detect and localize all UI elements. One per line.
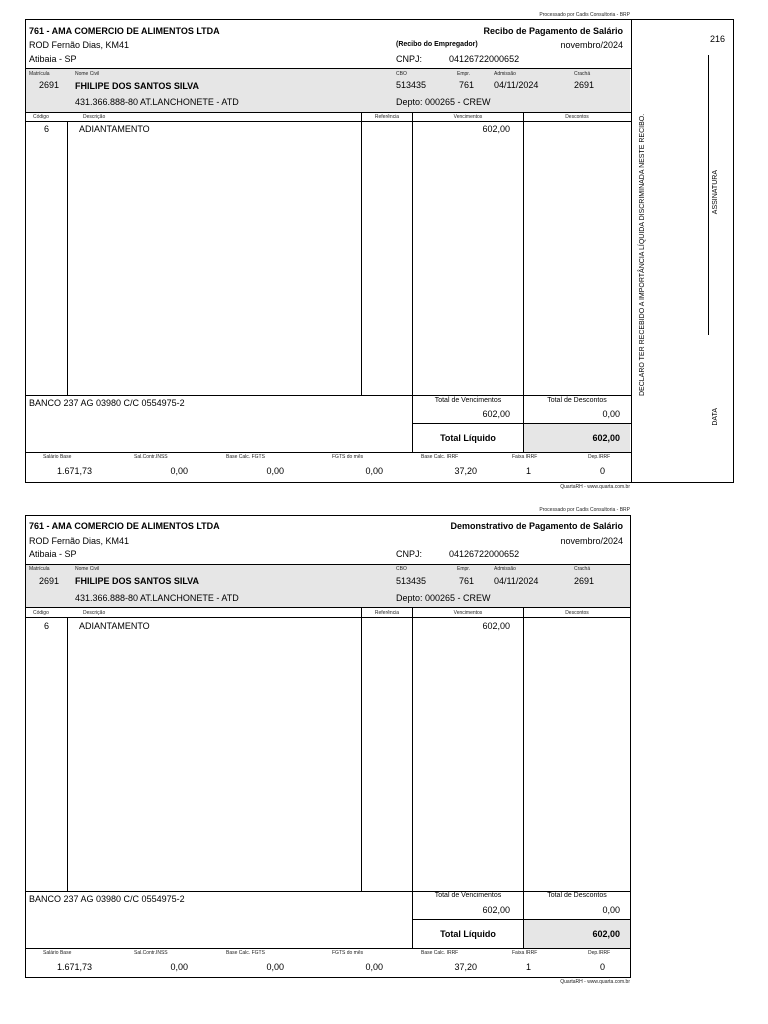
inss-value: 0,00: [170, 466, 188, 476]
fgts-mes-label: FGTS do mês: [332, 950, 364, 956]
fgts-mes-value: 0,00: [365, 466, 383, 476]
processed-by-text: Processado por Cadis Consultoria - BRP: [539, 507, 630, 513]
dep-label: Dep.IRRF: [588, 950, 611, 956]
row-codigo: 6: [43, 124, 49, 134]
employee-cpf-cargo: 431.366.888-80 AT.LANCHONETE - ATD: [75, 97, 239, 107]
total-liquido-label: Total Líquido: [440, 929, 496, 939]
matricula-label: Matrícula: [29, 71, 50, 77]
receipt-title: Demonstrativo de Pagamento de Salário: [450, 521, 623, 531]
admissao-label: Admissão: [494, 71, 516, 77]
col-descricao-header: Descrição: [83, 610, 106, 616]
total-venc-value: 602,00: [482, 409, 510, 419]
employee-cpf-cargo: 431.366.888-80 AT.LANCHONETE - ATD: [75, 593, 239, 603]
salario-base-label: Salário Base: [43, 454, 72, 460]
column-line: [361, 112, 362, 395]
total-liquido-value: 602,00: [592, 929, 620, 939]
col-codigo-header: Código: [33, 114, 49, 120]
bank-info: BANCO 237 AG 03980 C/C 0554975-2: [29, 894, 185, 904]
fgts-base-label: Base Calc. FGTS: [226, 454, 265, 460]
fgts-base-value: 0,00: [266, 466, 284, 476]
col-codigo-header: Código: [33, 610, 49, 616]
processed-by-text: Processado por Cadis Consultoria - BRP: [539, 12, 630, 18]
column-line: [67, 617, 68, 891]
cnpj-label: CNPJ:: [396, 54, 423, 64]
dep-value: 0: [600, 962, 606, 972]
column-line: [361, 607, 362, 891]
signature-line[interactable]: [708, 55, 709, 335]
nome-label: Nome Civil: [75, 566, 100, 572]
total-desc-label: Total de Descontos: [547, 892, 607, 899]
total-desc-label: Total de Descontos: [547, 397, 607, 404]
col-descontos-header: Descontos: [565, 114, 589, 120]
divider: [25, 452, 631, 453]
company-name: 761 - AMA COMERCIO DE ALIMENTOS LTDA: [29, 521, 220, 531]
page-number: 216: [710, 34, 726, 44]
fgts-mes-value: 0,00: [365, 962, 383, 972]
receipt-period: novembro/2024: [560, 536, 623, 546]
admissao-value: 04/11/2024: [494, 80, 539, 90]
total-desc-value: 0,00: [602, 905, 620, 915]
faixa-value: 1: [526, 466, 532, 476]
row-descricao: ADIANTAMENTO: [79, 124, 150, 134]
divider: [25, 112, 631, 113]
empr-label: Empr.: [457, 566, 471, 572]
company-address: ROD Fernão Dias, KM41: [29, 40, 130, 50]
col-vencimentos-header: Vencimentos: [453, 114, 483, 120]
matricula-label: Matrícula: [29, 566, 50, 572]
salario-base-value: 1.671,73: [57, 962, 93, 972]
faixa-label: Faixa IRRF: [512, 950, 538, 956]
row-vencimentos: 602,00: [482, 621, 510, 631]
company-name: 761 - AMA COMERCIO DE ALIMENTOS LTDA: [29, 26, 220, 36]
depto-value: Depto: 000265 - CREW: [396, 593, 491, 603]
dep-label: Dep.IRRF: [588, 454, 611, 460]
row-codigo: 6: [43, 621, 49, 631]
admissao-label: Admissão: [494, 566, 516, 572]
receipt-subtitle: (Recibo do Empregador): [396, 41, 478, 48]
receipt-period: novembro/2024: [560, 40, 623, 50]
footer-credit: QuartaRH - www.quarta.com.br: [560, 484, 630, 490]
divider: [25, 395, 631, 396]
row-vencimentos: 602,00: [482, 124, 510, 134]
divider: [25, 617, 631, 618]
cracha-label: Crachá: [574, 566, 591, 572]
cnpj-label: CNPJ:: [396, 549, 423, 559]
data-label: DATA: [712, 408, 719, 426]
footer-credit: QuartaRH - www.quarta.com.br: [560, 979, 630, 985]
inss-label: Sal.Contr.INSS: [134, 950, 168, 956]
row-descricao: ADIANTAMENTO: [79, 621, 150, 631]
divider: [25, 68, 631, 69]
cracha-label: Crachá: [574, 71, 591, 77]
employee-name: FHILIPE DOS SANTOS SILVA: [75, 81, 200, 91]
irrf-base-value: 37,20: [454, 466, 477, 476]
fgts-base-value: 0,00: [266, 962, 284, 972]
total-venc-label: Total de Vencimentos: [434, 397, 502, 404]
nome-label: Nome Civil: [75, 71, 100, 77]
col-referencia-header: Referência: [374, 610, 400, 616]
cbo-label: CBO: [396, 71, 407, 77]
total-liquido-value: 602,00: [592, 433, 620, 443]
total-desc-value: 0,00: [602, 409, 620, 419]
irrf-base-label: Base Calc. IRRF: [421, 950, 459, 956]
divider: [25, 121, 631, 122]
total-liquido-label: Total Líquido: [440, 433, 496, 443]
side-divider: [631, 19, 632, 483]
column-line: [67, 121, 68, 395]
empr-value: 761: [459, 80, 475, 90]
col-descontos-header: Descontos: [565, 610, 589, 616]
declaration-text: DECLARO TER RECEBIDO A IMPORTÂNCIA LÍQUIDA DISCRIMINADA NESTE RECIBO.: [639, 113, 646, 397]
cbo-label: CBO: [396, 566, 407, 572]
irrf-base-value: 37,20: [454, 962, 477, 972]
company-address: ROD Fernão Dias, KM41: [29, 536, 130, 546]
total-venc-value: 602,00: [482, 905, 510, 915]
cnpj-value: 04126722000652: [449, 549, 520, 559]
admissao-value: 04/11/2024: [494, 576, 539, 586]
cbo-value: 513435: [396, 80, 427, 90]
fgts-mes-label: FGTS do mês: [332, 454, 364, 460]
cbo-value: 513435: [396, 576, 427, 586]
col-referencia-header: Referência: [374, 114, 400, 120]
irrf-base-label: Base Calc. IRRF: [421, 454, 459, 460]
total-venc-label: Total de Vencimentos: [434, 892, 502, 899]
empr-label: Empr.: [457, 71, 471, 77]
depto-value: Depto: 000265 - CREW: [396, 97, 491, 107]
dep-value: 0: [600, 466, 606, 476]
company-city: Atibaia - SP: [29, 54, 77, 64]
divider: [25, 607, 631, 608]
col-vencimentos-header: Vencimentos: [453, 610, 483, 616]
matricula-value: 2691: [39, 576, 60, 586]
col-descricao-header: Descrição: [83, 114, 106, 120]
empr-value: 761: [459, 576, 475, 586]
cracha-value: 2691: [574, 80, 595, 90]
company-city: Atibaia - SP: [29, 549, 77, 559]
bank-info: BANCO 237 AG 03980 C/C 0554975-2: [29, 398, 185, 408]
inss-value: 0,00: [170, 962, 188, 972]
salario-base-value: 1.671,73: [57, 466, 93, 476]
faixa-value: 1: [526, 962, 532, 972]
divider: [25, 948, 631, 949]
salario-base-label: Salário Base: [43, 950, 72, 956]
divider: [25, 564, 631, 565]
cnpj-value: 04126722000652: [449, 54, 520, 64]
fgts-base-label: Base Calc. FGTS: [226, 950, 265, 956]
employee-name: FHILIPE DOS SANTOS SILVA: [75, 576, 200, 586]
faixa-label: Faixa IRRF: [512, 454, 538, 460]
inss-label: Sal.Contr.INSS: [134, 454, 168, 460]
matricula-value: 2691: [39, 80, 60, 90]
receipt-title: Recibo de Pagamento de Salário: [483, 26, 623, 36]
assinatura-label: ASSINATURA: [712, 170, 719, 215]
cracha-value: 2691: [574, 576, 595, 586]
